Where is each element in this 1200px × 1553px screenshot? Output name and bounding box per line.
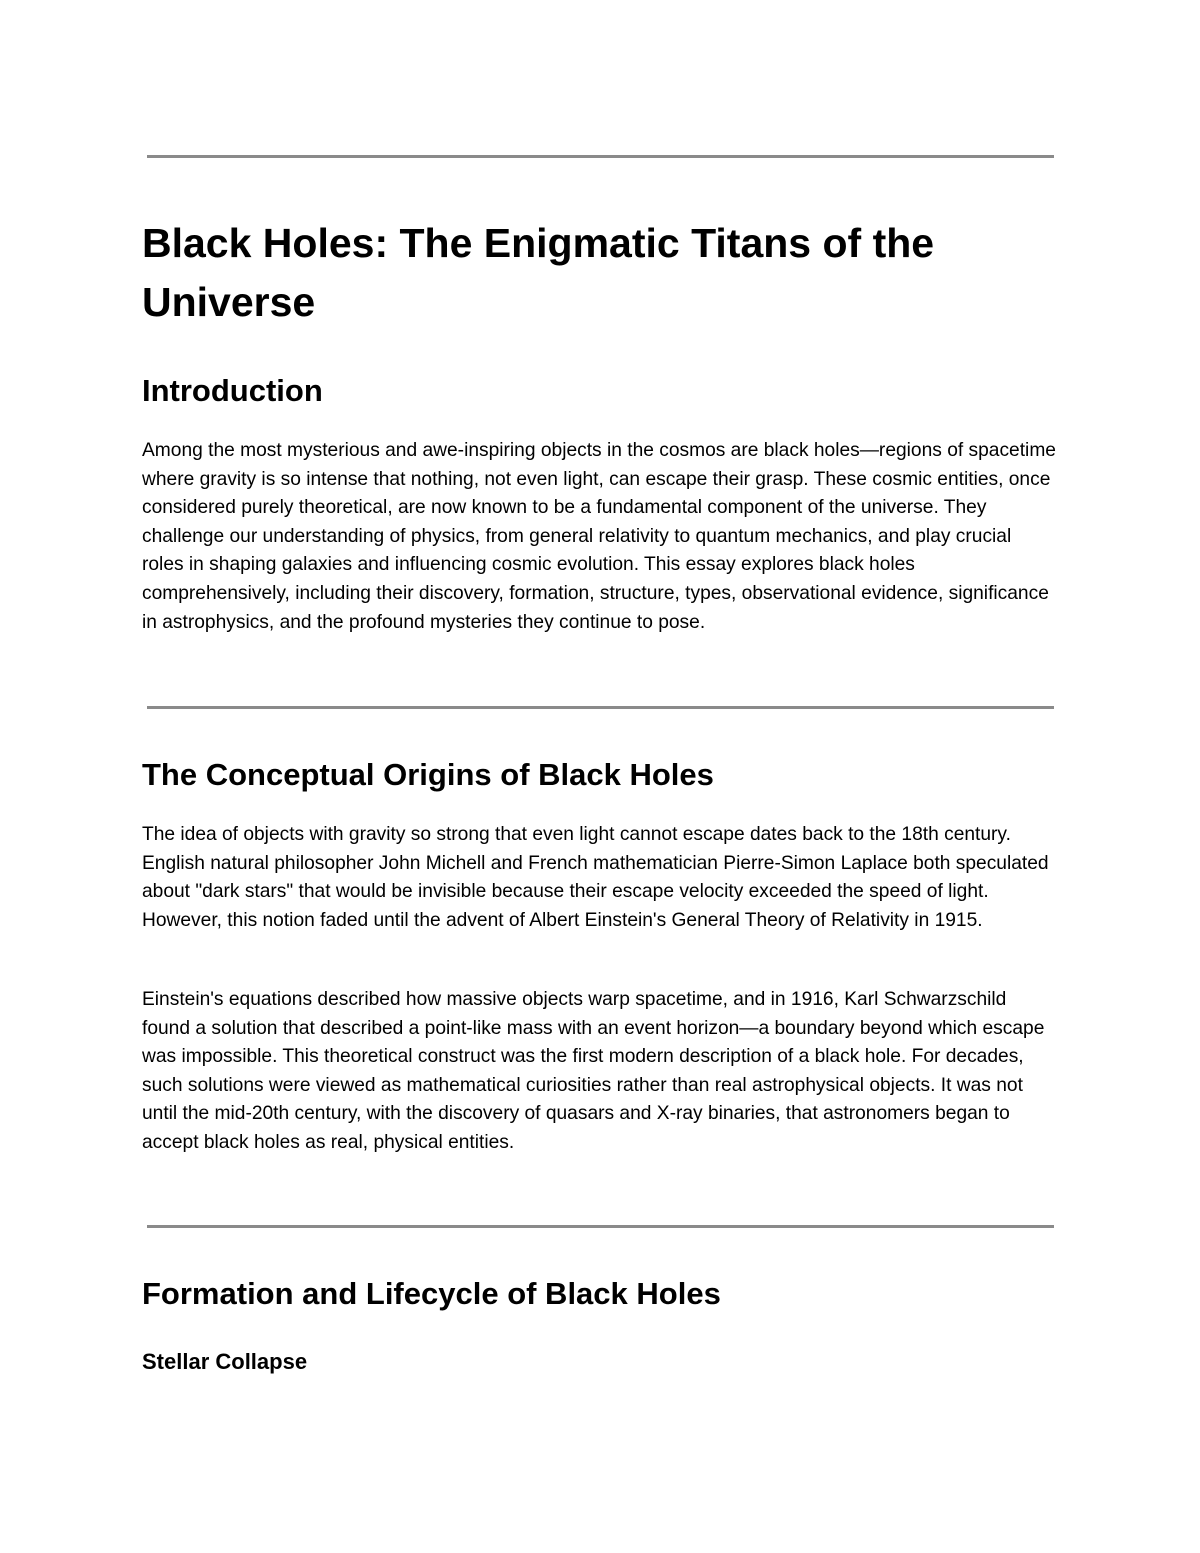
paragraph-origins-1: The idea of objects with gravity so strong that even light cannot escape dates back to the 18th century. English natural philosopher John Michell and French mathematician Pierre-Simon Laplace both speculated about "dark stars" that would be invisible because their escape velocity exceeded the speed of light. However, this notion faded until the advent of Albert Einstein's General Theory of Relativity in 1915. [142,824,1049,931]
paragraph-introduction: Among the most mysterious and awe-inspiring objects in the cosmos are black holes—regions of spacetime where gravity is so intense that nothing, not even light, can escape their grasp. These cosmic entities, once considered purely theoretical, are now known to be a fundamental component of the universe. They challenge our understanding of physics, from general relativity to quantum mechanics, and play crucial roles in shaping galaxies and influencing cosmic evolution. This essay explores black holes comprehensively, including their discovery, formation, structure, types, observational evidence, significance in astrophysics, and the profound mysteries they continue to pose. [142,440,1056,633]
horizontal-rule [147,155,1054,158]
horizontal-rule [147,706,1054,709]
section-heading-introduction: Introduction [142,373,323,408]
section-heading-conceptual-origins: The Conceptual Origins of Black Holes [142,757,714,792]
paragraph-origins-2: Einstein's equations described how massive objects warp spacetime, and in 1916, Karl Schwarzschild found a solution that described a point-like mass with an event horizon—a boundary beyond which escape was impossible. This theoretical construct was the first modern description of a black hole. For decades, such solutions were viewed as mathematical curiosities rather than real astrophysical objects. It was not until the mid-20th century, with the discovery of quasars and X-ray binaries, that astronomers began to accept black holes as real, physical entities. [142,989,1045,1153]
horizontal-rule [147,1225,1054,1228]
subsection-heading-stellar-collapse: Stellar Collapse [142,1349,308,1374]
document-title: Black Holes: The Enigmatic Titans of the Universe [142,220,935,325]
section-heading-formation: Formation and Lifecycle of Black Holes [142,1276,721,1311]
